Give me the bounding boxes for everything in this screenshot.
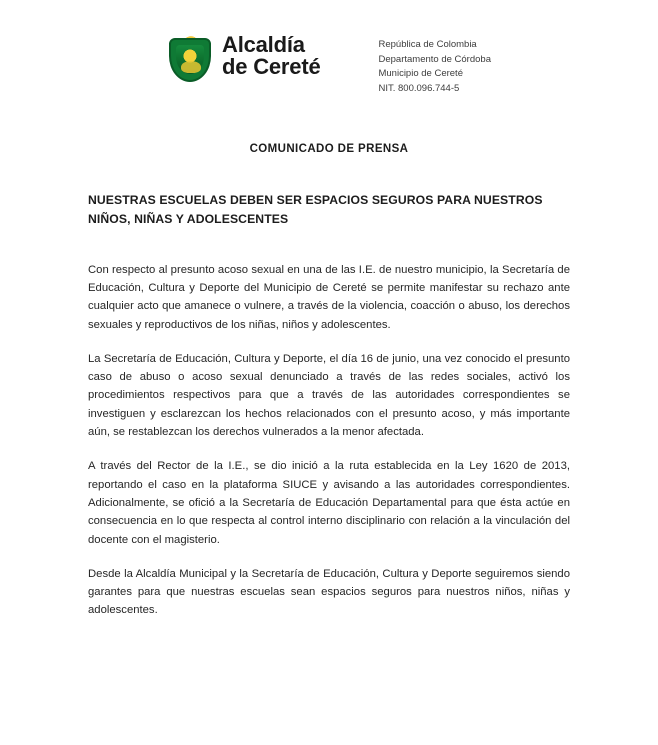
logo-wordmark-line2: de Cereté bbox=[222, 54, 321, 79]
paragraph: A través del Rector de la I.E., se dio inició a la ruta establecida en la Ley 1620 de 2013, reportando el caso en la plataforma SIUCE y avisando a las autoridades correspondientes. Adicionalmente, se ofició a la Secretaría de Educación Departamental para que ésta actúe en consecuencia en lo que respecta al control interno disciplinario con relación a la vinculación del docente con el magisterio. bbox=[88, 460, 570, 546]
paragraph: Desde la Alcaldía Municipal y la Secretaría de Educación, Cultura y Deporte seguiremos siendo garantes para que nuestras escuelas sean espacios seguros para nuestros niños, niñas y adolescentes. bbox=[88, 567, 570, 617]
document-kicker: COMUNICADO DE PRENSA bbox=[249, 142, 409, 155]
shield-body bbox=[169, 38, 211, 82]
page-title: NUESTRAS ESCUELAS DEBEN SER ESPACIOS SEGUROS PARA NUESTROS NIÑOS, NIÑAS Y ADOLESCENTES bbox=[88, 192, 543, 226]
document-body bbox=[0, 143, 658, 620]
entity-line-country: República de Colombia bbox=[378, 39, 477, 50]
paragraph: La Secretaría de Educación, Cultura y Deporte, el día 16 de junio, una vez conocido el presunto caso de abuso o acoso sexual denunciado a través de las redes sociales, activó los procedimientos respectivos para que a través de las autoridades correspondientes se investiguen y esclarezcan los hechos relacionados con el presunto acoso, y más importante aún, se restablezcan los derechos vulnerados a la menor afectada. bbox=[88, 352, 570, 439]
paragraph: Con respecto al presunto acoso sexual en una de las I.E. de nuestro municipio, la Secretaría de Educación, Cultura y Deporte del Municipio de Cereté se permite manifestar su rechazo ante cualquier acto que amanece o vulnere, a través de la violencia, coacción o abuso, los derechos sexuales y reproductivos de los niñas, niños y adolescentes. bbox=[88, 263, 570, 331]
entity-line-municipality: Municipio de Cereté bbox=[378, 68, 463, 80]
entity-identification bbox=[378, 30, 491, 97]
entity-line-nit: NIT. 800.096.744-5 bbox=[378, 83, 460, 95]
document-header bbox=[0, 0, 658, 97]
entity-line-department: Departamento de Córdoba bbox=[378, 53, 491, 65]
logo-wordmark-line1: Alcaldía bbox=[222, 31, 305, 57]
document-paragraphs bbox=[88, 261, 570, 620]
alcaldia-logo bbox=[167, 30, 320, 82]
logo-wordmark bbox=[222, 31, 321, 79]
coat-of-arms-shield-icon bbox=[167, 30, 213, 82]
